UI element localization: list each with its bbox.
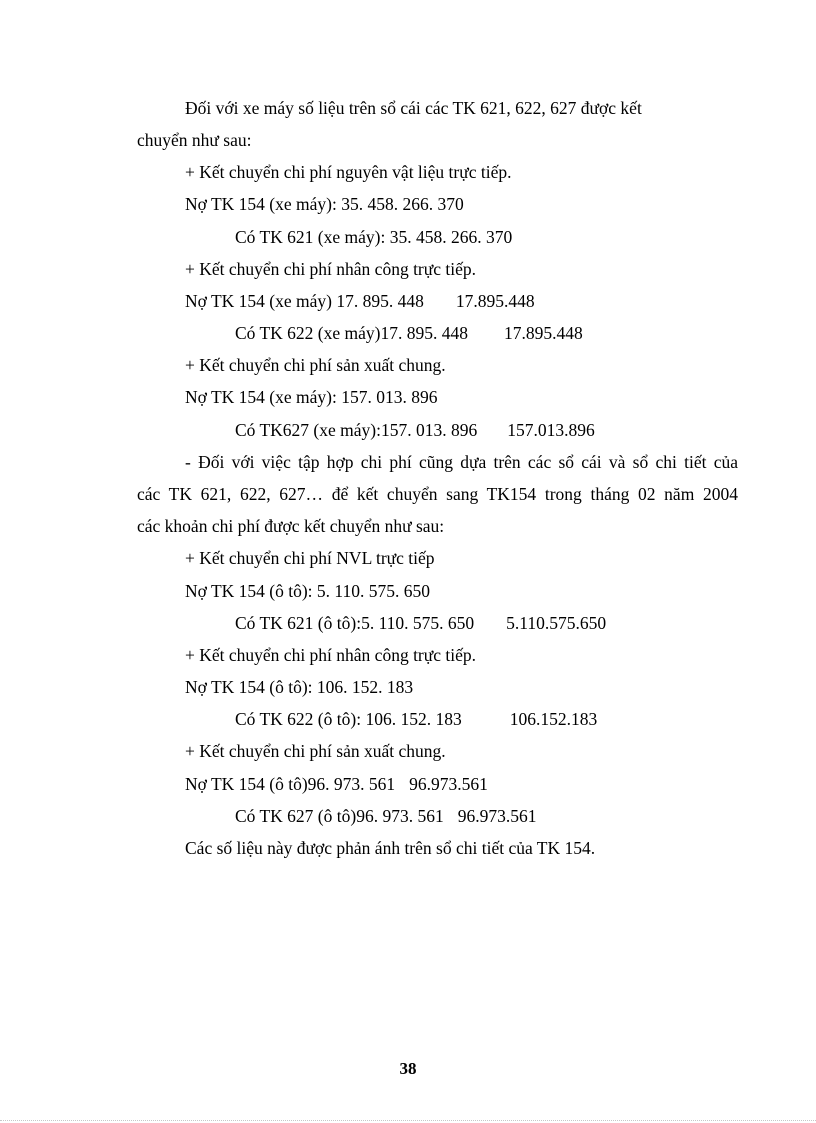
credit-622-motorbike [235, 322, 583, 344]
credit-627-car-text: Có TK 627 (ô tô)96. 973. 561 [235, 806, 444, 826]
credit-627-car-amount: 96.973.561 [457, 806, 537, 826]
credit-627-motorbike-amount: 157.013.896 [507, 420, 595, 440]
entry-heading-material-motorbike: + Kết chuyển chi phí nguyên vật liệu trực tiếp. [185, 162, 512, 182]
credit-627-motorbike-text: Có TK627 (xe máy):157. 013. 896 [235, 420, 478, 440]
debit-154-motorbike-material: Nợ TK 154 (xe máy): 35. 458. 266. 370 [185, 194, 464, 214]
debit-154-car-labor: Nợ TK 154 (ô tô): 106. 152. 183 [185, 677, 414, 697]
entry-heading-overhead-motorbike: + Kết chuyển chi phí sản xuất chung. [185, 355, 446, 375]
paragraph-2-line-1: - Đối với việc tập hợp chi phí cũng dựa trên các sổ cái và sổ chi tiết của [185, 452, 738, 472]
credit-622-car [235, 708, 597, 730]
credit-627-motorbike [235, 419, 595, 441]
credit-627-car [235, 805, 536, 827]
credit-621-car-text: Có TK 621 (ô tô):5. 110. 575. 650 [235, 613, 475, 633]
credit-622-motorbike-text: Có TK 622 (xe máy)17. 895. 448 [235, 323, 468, 343]
debit-154-motorbike-labor-amount: 17.895.448 [455, 291, 535, 311]
closing-sentence: Các số liệu này được phản ánh trên sổ chi tiết của TK 154. [185, 838, 596, 858]
debit-154-car-overhead [185, 773, 488, 795]
credit-621-motorbike: Có TK 621 (xe máy): 35. 458. 266. 370 [235, 227, 513, 247]
paragraph-1-line-1: Đối với xe máy số liệu trên sổ cái các TK 621, 622, 627 được kết [185, 98, 642, 118]
entry-heading-labor-car: + Kết chuyển chi phí nhân công trực tiếp. [185, 645, 477, 665]
paragraph-2-line-3: các khoản chi phí được kết chuyển như sau: [137, 516, 445, 536]
footer-divider [0, 1120, 816, 1121]
entry-heading-labor-motorbike: + Kết chuyển chi phí nhân công trực tiếp. [185, 259, 477, 279]
debit-154-motorbike-overhead: Nợ TK 154 (xe máy): 157. 013. 896 [185, 387, 438, 407]
debit-154-car-material: Nợ TK 154 (ô tô): 5. 110. 575. 650 [185, 581, 431, 601]
entry-heading-overhead-car: + Kết chuyển chi phí sản xuất chung. [185, 741, 446, 761]
debit-154-car-overhead-amount: 96.973.561 [409, 774, 488, 794]
debit-154-motorbike-labor-text: Nợ TK 154 (xe máy) 17. 895. 448 [185, 291, 424, 311]
credit-621-car [235, 612, 606, 634]
page-number: 38 [399, 1059, 417, 1078]
credit-622-car-amount: 106.152.183 [509, 709, 598, 729]
debit-154-car-overhead-text: Nợ TK 154 (ô tô)96. 973. 561 [185, 774, 396, 794]
credit-622-car-text: Có TK 622 (ô tô): 106. 152. 183 [235, 709, 462, 729]
paragraph-2-line-2: các TK 621, 622, 627… để kết chuyển sang TK154 trong tháng 02 năm 2004 [137, 484, 738, 504]
paragraph-1-line-2: chuyển như sau: [137, 130, 252, 150]
credit-621-car-amount: 5.110.575.650 [506, 613, 607, 633]
debit-154-motorbike-labor [185, 290, 535, 312]
entry-heading-material-car: + Kết chuyển chi phí NVL trực tiếp [185, 548, 435, 568]
credit-622-motorbike-amount: 17.895.448 [504, 323, 583, 343]
